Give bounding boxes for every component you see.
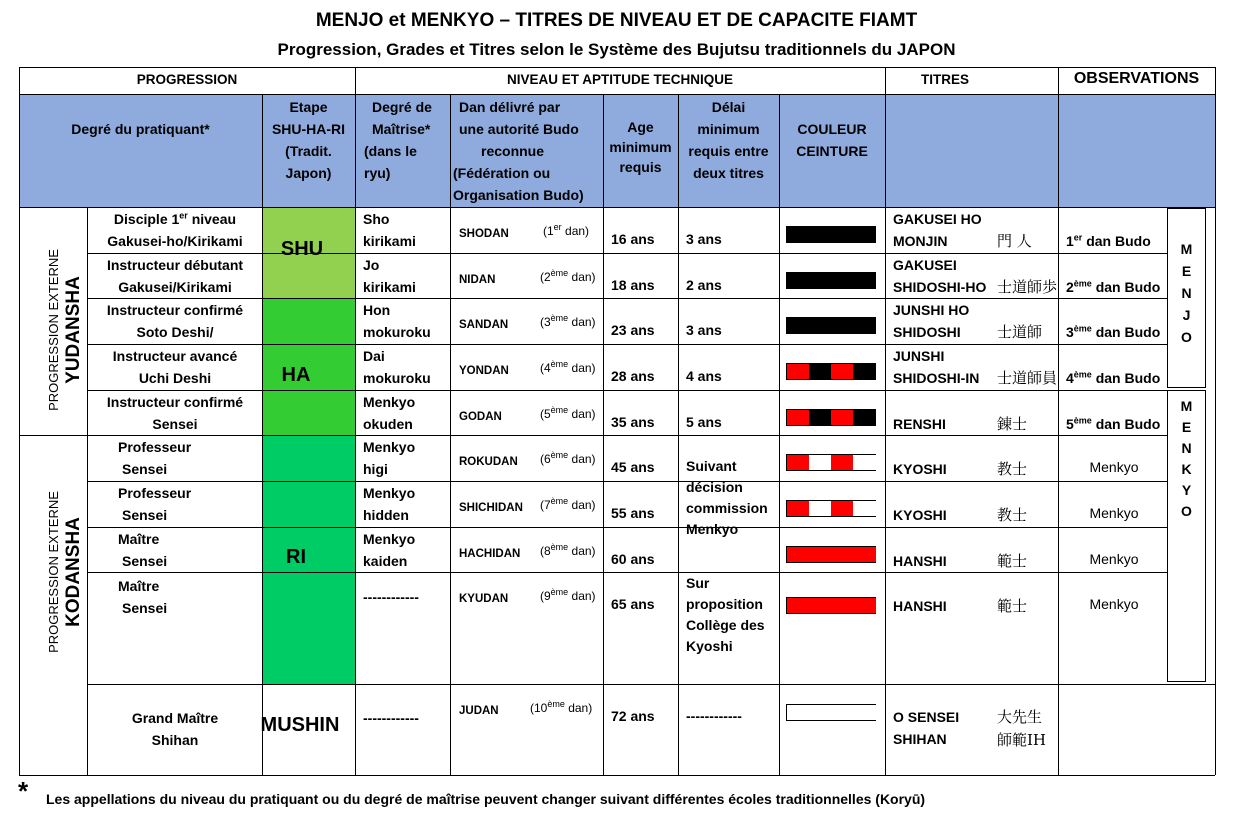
belt-segment	[787, 455, 810, 470]
minimum-age: 23 ans	[611, 322, 655, 338]
mastery-line2: hidden	[363, 507, 409, 523]
superscript: ème	[550, 542, 569, 552]
superscript: ème	[550, 268, 569, 278]
footnote-star: *	[18, 776, 29, 806]
mastery-line1: Menkyo	[363, 485, 416, 501]
header-etape: Etape SHU-HA-RI (Tradit. Japon)	[271, 99, 346, 181]
mastery-line2: higi	[363, 461, 388, 477]
title-kanji-2: 師範IH	[997, 731, 1047, 749]
title-kanji: 門 人	[997, 232, 1032, 250]
practitioner-degree	[88, 575, 262, 619]
practitioner-degree-line1: Instructeur avancé	[112, 348, 238, 364]
minimum-delay: ------------	[686, 708, 742, 724]
mastery-line2: okuden	[363, 416, 413, 432]
mastery-line2: kaiden	[363, 553, 408, 569]
title-kanji: 士道師	[997, 323, 1043, 341]
practitioner-degree-line1: Maître	[118, 531, 160, 547]
minimum-age: 18 ans	[611, 277, 655, 293]
dan-name: HACHIDAN	[459, 548, 521, 560]
grid-line	[19, 94, 1215, 95]
belt-segment	[809, 501, 832, 516]
grid-line	[355, 67, 356, 775]
dan-name: SANDAN	[459, 319, 509, 331]
stage-shu: SHU	[280, 238, 324, 260]
superscript: ème	[550, 405, 569, 415]
belt-segment	[787, 227, 810, 242]
title-line2: KYOSHI	[893, 507, 947, 523]
dan-number-close: dan)	[568, 407, 596, 421]
superscript: er	[553, 222, 562, 232]
minimum-age: 16 ans	[611, 231, 655, 247]
practitioner-degree-line2: Sensei	[122, 553, 168, 569]
mastery-line1: Menkyo	[363, 439, 416, 455]
superscript: ème	[547, 699, 565, 709]
dan-number-close: dan)	[564, 701, 593, 715]
title-line2: MONJIN	[893, 233, 948, 249]
dan-number-close: dan)	[568, 361, 596, 375]
title-kanji: 教士	[997, 506, 1028, 524]
dan-number	[540, 589, 596, 603]
title-kanji: 範士	[997, 552, 1028, 570]
delai-kodansha-college: Sur proposition Collège des Kyoshi	[686, 575, 765, 654]
observation	[1066, 413, 1160, 435]
stage-ha: HA	[281, 364, 311, 386]
belt-segment	[831, 547, 854, 562]
belt-color	[786, 317, 876, 334]
grid-line	[779, 94, 780, 775]
header-delai: Délai minimum requis entre deux titres	[688, 99, 769, 181]
mastery-degree	[363, 436, 450, 480]
practitioner-degree-line2: Sensei	[122, 461, 168, 477]
mastery-line1: Hon	[363, 302, 391, 318]
dan-number-open: (9	[540, 589, 551, 603]
title-line2: SHIDOSHI	[893, 324, 961, 340]
dan-name: GODAN	[459, 411, 502, 423]
superscript: er	[1073, 232, 1083, 243]
belt-segment	[809, 273, 832, 288]
practitioner-degree-line1: Maître	[118, 578, 160, 594]
grid-line	[885, 67, 886, 775]
observation: Menkyo	[1089, 596, 1139, 612]
practitioner-degree-line1: Disciple 1	[113, 211, 180, 227]
minimum-delay: 4 ans	[686, 368, 722, 384]
dan-number-open: (6	[540, 452, 551, 466]
dan-grade	[459, 222, 604, 248]
superscript: ème	[550, 587, 569, 597]
title-kanji: 士道師員	[997, 369, 1058, 387]
grid-line	[87, 684, 1215, 685]
practitioner-degree-line1: Instructeur débutant	[106, 257, 244, 273]
belt-segment	[809, 227, 832, 242]
title-kanji: 士道師歩	[997, 278, 1058, 296]
dan-grade	[459, 450, 604, 476]
dan-name: YONDAN	[459, 365, 509, 377]
dan-number	[540, 270, 596, 284]
menjo-label: M E N J O	[1180, 241, 1193, 345]
observation-dan: 5	[1066, 416, 1074, 432]
grid-line	[1058, 435, 1167, 436]
dan-number-open: (10	[530, 701, 548, 715]
minimum-age: 72 ans	[611, 708, 655, 724]
belt-segment	[787, 501, 810, 516]
dan-number	[540, 544, 596, 558]
mastery-degree	[363, 208, 450, 252]
belt-segment	[831, 410, 854, 425]
dan-number-close: dan)	[568, 544, 596, 558]
belt-segment	[787, 705, 810, 720]
dan-number-close: dan)	[568, 498, 596, 512]
page-title: MENJO et MENKYO – TITRES DE NIVEAU ET DE CAPACITE FIAMT	[315, 10, 918, 31]
belt-segment	[831, 705, 854, 720]
observation-end: dan Budo	[1091, 324, 1161, 340]
title-line2: SHIDOSHI-IN	[893, 370, 980, 386]
superscript: ème	[1073, 369, 1092, 380]
header-age: Age minimum requis	[609, 119, 672, 175]
belt-segment	[853, 501, 876, 516]
belt-segment	[831, 227, 854, 242]
belt-color	[786, 546, 876, 563]
menkyo-label: M E N K Y O	[1180, 398, 1193, 519]
observation-end: dan Budo	[1091, 279, 1161, 295]
dan-grade	[459, 405, 604, 431]
grid-line	[262, 94, 263, 775]
belt-segment	[787, 547, 810, 562]
dan-grade	[459, 496, 604, 522]
belt-segment	[853, 598, 876, 613]
dan-number-close: dan)	[561, 224, 590, 238]
title-kanji: 教士	[997, 460, 1028, 478]
observation	[1066, 367, 1160, 389]
dan-name: ROKUDAN	[459, 456, 518, 468]
observation-dan: 1	[1066, 233, 1074, 249]
title-line2: KYOSHI	[893, 461, 947, 477]
dan-number	[540, 407, 596, 421]
title-kanji: 範士	[997, 597, 1028, 615]
practitioner-degree-line1: Professeur	[118, 439, 192, 455]
observation-end: dan Budo	[1091, 370, 1161, 386]
observation: Menkyo	[1089, 505, 1139, 521]
observation	[1066, 276, 1160, 298]
title-line2: SHIDOSHI-HO	[893, 279, 987, 295]
practitioner-degree	[88, 391, 262, 435]
mastery-line1: Dai	[363, 348, 385, 364]
observation	[1066, 321, 1160, 343]
mastery-line1: Menkyo	[363, 394, 416, 410]
belt-segment	[809, 364, 832, 379]
mastery-degree	[363, 482, 450, 526]
mastery-line1: ------------	[363, 710, 419, 726]
superscript: ème	[550, 496, 569, 506]
grid-line	[1058, 390, 1167, 391]
section-titres: TITRES	[920, 72, 969, 87]
superscript: ème	[1073, 278, 1092, 289]
belt-segment	[853, 318, 876, 333]
practitioner-degree-line1: Instructeur confirmé	[106, 394, 244, 410]
practitioner-degree	[88, 707, 262, 751]
mastery-line2: mokuroku	[363, 324, 431, 340]
belt-segment	[853, 705, 876, 720]
belt-segment	[853, 410, 876, 425]
dan-number	[540, 498, 596, 512]
mastery-degree	[363, 254, 450, 298]
observation-end: dan Budo	[1091, 416, 1161, 432]
belt-segment	[809, 547, 832, 562]
superscript: ème	[550, 313, 569, 323]
dan-name: NIDAN	[459, 274, 496, 286]
title-line1: JUNSHI	[893, 348, 945, 364]
delai-kodansha-commission: Suivant décision commission Menkyo	[686, 458, 768, 537]
practitioner-degree	[88, 528, 262, 572]
dan-grade	[459, 542, 604, 568]
belt-color	[786, 409, 876, 426]
grid-line	[87, 572, 1058, 573]
observation: Menkyo	[1089, 551, 1139, 567]
practitioner-degree-line2: Uchi Deshi	[138, 370, 212, 386]
belt-color	[786, 704, 876, 721]
practitioner-degree-line1-end: niveau	[187, 211, 237, 227]
belt-color	[786, 363, 876, 380]
grid-line	[1058, 344, 1167, 345]
belt-segment	[787, 598, 810, 613]
mastery-line1: Menkyo	[363, 531, 416, 547]
grid-line	[1058, 298, 1167, 299]
belt-segment	[809, 455, 832, 470]
minimum-delay: 2 ans	[686, 277, 722, 293]
stage-mushin: MUSHIN	[260, 714, 340, 736]
title-line2: RENSHI	[893, 416, 946, 432]
dan-number-open: (1	[543, 224, 554, 238]
title-kanji: 錬士	[997, 415, 1028, 433]
belt-segment	[853, 364, 876, 379]
belt-segment	[809, 705, 832, 720]
belt-segment	[831, 364, 854, 379]
observation-dan: 4	[1066, 370, 1074, 386]
belt-color	[786, 500, 876, 517]
dan-number	[540, 315, 596, 329]
minimum-age: 35 ans	[611, 414, 655, 430]
title-line1: GAKUSEI HO	[893, 211, 982, 227]
title-kanji: 大先生	[997, 708, 1043, 726]
minimum-age: 60 ans	[611, 551, 655, 567]
grid-line	[678, 94, 679, 775]
belt-segment	[787, 273, 810, 288]
dan-name: SHODAN	[459, 228, 509, 240]
footnote: Les appellations du niveau du pratiquant ou du degré de maîtrise peuvent changer suivant différentes écoles traditionnelles (Koryū)	[46, 791, 926, 807]
belt-segment	[831, 273, 854, 288]
title-line1: JUNSHI HO	[893, 302, 970, 318]
dan-number-close: dan)	[568, 315, 596, 329]
dan-number-open: (3	[540, 315, 551, 329]
superscript: ème	[550, 359, 569, 369]
practitioner-degree	[88, 299, 262, 343]
title-line2: HANSHI	[893, 598, 947, 614]
belt-segment	[853, 273, 876, 288]
dan-grade	[459, 587, 604, 613]
title-line1: GAKUSEI	[893, 257, 957, 273]
practitioner-degree-line2: Gakusei/Kirikami	[118, 279, 232, 295]
minimum-age: 65 ans	[611, 596, 655, 612]
practitioner-degree	[88, 482, 262, 526]
belt-segment	[787, 318, 810, 333]
practitioner-degree	[88, 208, 262, 252]
dan-grade	[459, 359, 604, 385]
minimum-age: 45 ans	[611, 459, 655, 475]
minimum-age: 55 ans	[611, 505, 655, 521]
dan-number-close: dan)	[568, 270, 596, 284]
belt-color	[786, 597, 876, 614]
mastery-degree	[363, 391, 450, 435]
practitioner-degree-line2: Sensei	[122, 600, 168, 616]
superscript: ème	[550, 450, 569, 460]
belt-color	[786, 272, 876, 289]
observation-dan: 3	[1066, 324, 1074, 340]
dan-number	[540, 452, 596, 466]
title-line1: O SENSEI	[893, 709, 960, 725]
practitioner-degree-line2: Shihan	[151, 732, 199, 748]
header-couleur: COULEUR CEINTURE	[796, 121, 868, 159]
observation-end: dan Budo	[1082, 233, 1151, 249]
belt-segment	[831, 455, 854, 470]
stage-ri: RI	[286, 546, 306, 568]
observation	[1066, 230, 1151, 252]
title-line2: SHIHAN	[893, 731, 947, 747]
minimum-delay: 3 ans	[686, 231, 722, 247]
minimum-delay: 5 ans	[686, 414, 722, 430]
practitioner-degree-line1: Professeur	[118, 485, 192, 501]
dan-grade	[459, 699, 604, 725]
mastery-line1: ------------	[363, 589, 419, 605]
group-kodansha: PROGRESSION EXTERNE KODANSHA	[46, 491, 84, 653]
belt-segment	[853, 227, 876, 242]
section-observations: OBSERVATIONS	[1073, 70, 1200, 87]
practitioner-degree-line2: Sensei	[152, 416, 198, 432]
belt-segment	[831, 318, 854, 333]
dan-grade	[459, 313, 604, 339]
practitioner-degree-line1: Instructeur confirmé	[106, 302, 244, 318]
dan-number-close: dan)	[568, 452, 596, 466]
belt-segment	[831, 598, 854, 613]
mastery-line2: mokuroku	[363, 370, 431, 386]
header-maitrise: Degré de Maîtrise* (dans le ryu)	[364, 99, 432, 181]
mastery-line2: kirikami	[363, 279, 416, 295]
grid-line	[1058, 67, 1059, 775]
belt-segment	[831, 501, 854, 516]
grid-line	[19, 67, 1215, 68]
belt-segment	[787, 364, 810, 379]
superscript: er	[179, 210, 188, 221]
superscript: ème	[1073, 323, 1092, 334]
minimum-age: 28 ans	[611, 368, 655, 384]
section-niveau: NIVEAU ET APTITUDE TECHNIQUE	[506, 72, 733, 87]
belt-color	[786, 226, 876, 243]
mastery-line1: Jo	[363, 257, 380, 273]
grid-line	[603, 94, 604, 775]
belt-segment	[809, 598, 832, 613]
practitioner-degree-line2: Sensei	[122, 507, 168, 523]
section-progression: PROGRESSION	[136, 72, 238, 87]
practitioner-degree	[88, 254, 262, 298]
mastery-degree	[363, 528, 450, 572]
dan-grade	[459, 268, 604, 294]
dan-number-open: (7	[540, 498, 551, 512]
dan-number-open: (5	[540, 407, 551, 421]
grid-line	[1058, 253, 1167, 254]
superscript: ème	[1073, 415, 1092, 426]
belt-segment	[853, 547, 876, 562]
belt-segment	[809, 410, 832, 425]
mastery-degree	[363, 345, 450, 389]
dan-number-open: (8	[540, 544, 551, 558]
grid-line	[19, 775, 1215, 776]
grid-line	[450, 94, 451, 775]
dan-number	[540, 361, 596, 375]
dan-number-open: (4	[540, 361, 551, 375]
dan-number-open: (2	[540, 270, 551, 284]
practitioner-degree-line1: Grand Maître	[131, 710, 219, 726]
observation: Menkyo	[1089, 459, 1139, 475]
practitioner-degree	[88, 345, 262, 389]
mastery-line2: kirikami	[363, 233, 416, 249]
dan-name: SHICHIDAN	[459, 502, 523, 514]
grid-line	[1058, 481, 1167, 482]
belt-segment	[853, 455, 876, 470]
dan-number-close: dan)	[568, 589, 596, 603]
dan-number	[543, 224, 589, 238]
mastery-degree	[363, 586, 450, 608]
belt-segment	[787, 410, 810, 425]
group-yudansha: PROGRESSION EXTERNE YUDANSHA	[46, 249, 84, 411]
mastery-degree	[363, 707, 450, 729]
belt-segment	[809, 318, 832, 333]
belt-color	[786, 454, 876, 471]
practitioner-degree-line2: Gakusei-ho/Kirikami	[107, 233, 243, 249]
grid-line	[1058, 572, 1167, 573]
minimum-delay: 3 ans	[686, 322, 722, 338]
practitioner-degree	[88, 436, 262, 480]
observation-dan: 2	[1066, 279, 1074, 295]
dan-name: JUDAN	[459, 705, 499, 717]
practitioner-degree-line2: Soto Deshi/	[136, 324, 214, 340]
page-subtitle: Progression, Grades et Titres selon le Système des Bujutsu traditionnels du JAPON	[277, 40, 956, 59]
dan-name: KYUDAN	[459, 593, 509, 605]
grid-line	[1215, 67, 1216, 775]
dan-number	[530, 701, 592, 715]
mastery-degree	[363, 299, 450, 343]
grid-line	[19, 67, 20, 775]
header-dan: Dan délivré par une autorité Budo reconnue (Fédération ou Organisation Budo)	[453, 99, 584, 203]
header-degre: Degré du pratiquant*	[71, 121, 210, 137]
mastery-line1: Sho	[363, 211, 390, 227]
grid-line	[1058, 527, 1167, 528]
title-line2: HANSHI	[893, 553, 947, 569]
